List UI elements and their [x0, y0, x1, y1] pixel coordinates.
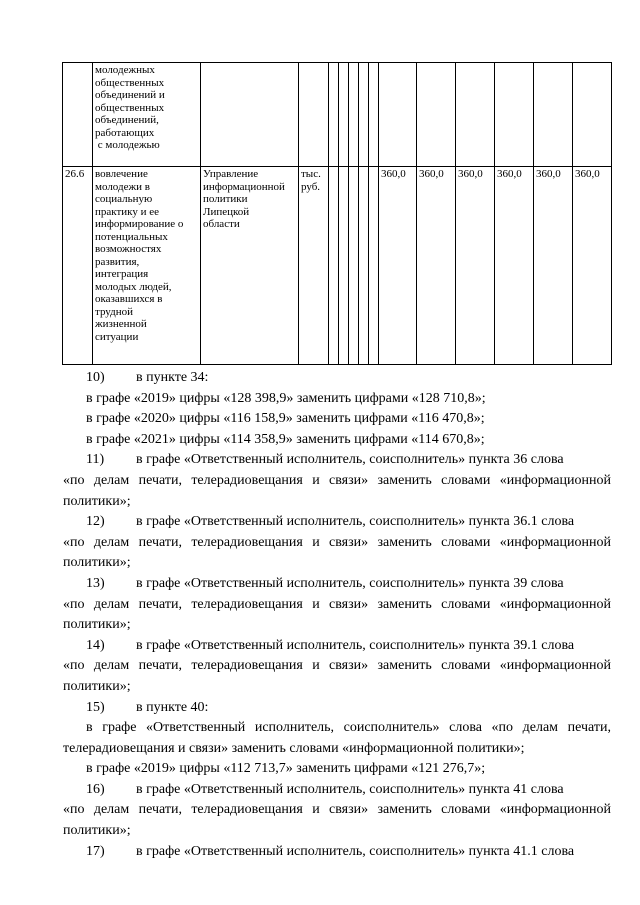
- executor-cell: [201, 63, 299, 167]
- value-cell: 360,0: [495, 167, 534, 365]
- value-cell: 360,0: [534, 167, 573, 365]
- amendment-item: 16) в графе «Ответственный исполнитель, соисполнитель» пункта 41 слова: [86, 781, 564, 797]
- unit-cell: тыс. руб.: [299, 167, 329, 365]
- amendment-item: 14) в графе «Ответственный исполнитель, соисполнитель» пункта 39.1 слова: [86, 637, 575, 653]
- amendment-line: в графе «2019» цифры «128 398,9» заменить цифрами «128 710,8»;: [86, 390, 486, 406]
- amendment-line: в графе «2020» цифры «116 158,9» заменить цифрами «116 470,8»;: [86, 411, 485, 427]
- amendment-item: 10) в пункте 34:: [86, 370, 209, 385]
- activity-name-cell: молодежных общественных объединений и общественных объединений, работающих с молодежью: [93, 63, 201, 167]
- value-cell: 360,0: [573, 167, 612, 365]
- amendment-item: 11) в графе «Ответственный исполнитель, соисполнитель» пункта 36 слова: [86, 452, 564, 468]
- amendment-item: 13) в графе «Ответственный исполнитель, соисполнитель» пункта 39 слова: [86, 575, 564, 591]
- amendment-item: 12) в графе «Ответственный исполнитель, соисполнитель» пункта 36.1 слова: [86, 514, 575, 530]
- row-number-cell: 26.6: [63, 167, 93, 365]
- activity-name-cell: вовлечение молодежи в социальную практику и ее информирование о потенциальных возможностях развития, интеграция молодых людей, оказавшихся в трудной жизненной ситуации: [93, 167, 201, 365]
- executor-cell: Управление информационной политики Липецкой области: [201, 167, 299, 365]
- value-cell: 360,0: [379, 167, 417, 365]
- amendments-text: 10) в пункте 34: в графе «2019» цифры «128 398,9» заменить цифрами «128 710,8»; в графе «2020» цифры «116 158,9» заменить цифрами «116 470,8»; в графе «2021» цифры «114 358,9» заменить цифрами «114 670,8»; 11) в графе «Ответственный исполнитель, соисполнитель» пункта 36 слова «по делам печати, телерадиовещания и связи» заменить словами «информационной политики»; 12) в графе «Ответственный исполнитель, соисполнитель» пункта 36.1 слова «по делам печати, телерадиовещания и связи» заменить словами «информационной политики»; 13) в графе «Ответственный исполнитель, соисполнитель» пункта 39 слова «по делам печати, телерадиовещания и связи» заменить словами «информационной политики»; 14) в графе «Ответственный исполнитель, соисполнитель» пункта 39.1 слова «по делам печати, телерадиовещания и связи» заменить словами «информационной политики»; 15) в пункте 40: в графе «Ответственный исполнитель, соисполнитель» слова «по делам печати, телерадиовещания и связи» заменить словами «информационной политики»; в графе «2019» цифры «112 713,7» заменить цифрами «121 276,7»; 16) в графе «Ответственный исполнитель, соисполнитель» пункта 41 слова «по делам печати, телерадиовещания и связи» заменить словами «информационной политики»; 17) в графе «Ответственный исполнитель, соисполнитель» пункта 41.1 слова: [86, 368, 611, 862]
- amendment-line: в графе «2021» цифры «114 358,9» заменить цифрами «114 670,8»;: [86, 431, 485, 447]
- amendment-line: в графе «2019» цифры «112 713,7» заменить цифрами «121 276,7»;: [86, 761, 486, 777]
- table-row: [63, 63, 612, 167]
- program-table: [62, 62, 612, 365]
- unit-cell: [299, 63, 329, 167]
- row-number-cell: [63, 63, 93, 167]
- amendment-item: 17) в графе «Ответственный исполнитель, соисполнитель» пункта 41.1 слова: [86, 843, 575, 859]
- amendment-line: в графе «Ответственный исполнитель, соисполнитель» слова «по делам печати,: [86, 720, 611, 736]
- amendment-item: 15) в пункте 40:: [86, 699, 209, 715]
- value-cell: 360,0: [417, 167, 456, 365]
- table-row: [63, 167, 612, 365]
- value-cell: 360,0: [456, 167, 495, 365]
